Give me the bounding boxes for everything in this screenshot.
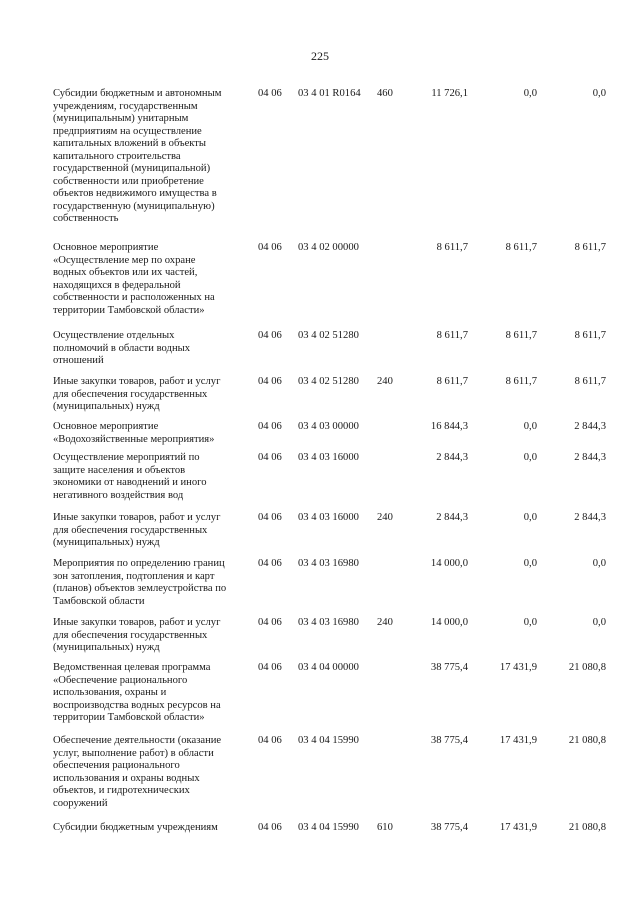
row-section: 04 06	[258, 242, 282, 253]
row-amount-3: 8 611,7	[574, 330, 606, 341]
row-name: Мероприятия по определению границ зон затопления, подтопления и карт (планов) объектов землеустройства по Тамбовской области	[53, 558, 227, 607]
row-amount-2: 0,0	[523, 512, 537, 523]
row-amount-2: 17 431,9	[499, 735, 537, 746]
row-target-code: 03 4 02 00000	[298, 242, 359, 253]
row-amount-1: 38 775,4	[430, 735, 468, 746]
row-target-code: 03 4 03 00000	[298, 421, 359, 432]
row-section: 04 06	[258, 330, 282, 341]
row-name: Субсидии бюджетным учреждениям	[53, 822, 218, 833]
row-amount-3: 21 080,8	[568, 662, 606, 673]
row-amount-2: 0,0	[523, 88, 537, 99]
row-section: 04 06	[258, 822, 282, 833]
row-section: 04 06	[258, 376, 282, 387]
row-amount-1: 8 611,7	[436, 330, 468, 341]
row-amount-3: 0,0	[592, 617, 606, 628]
row-name: Ведомственная целевая программа «Обеспечение рационального использования, охраны и воспроизводства водных ресурсов на территории Тамбовской области»	[53, 662, 221, 723]
row-amount-2: 0,0	[523, 558, 537, 569]
row-expense-type: 240	[377, 376, 393, 387]
row-section: 04 06	[258, 735, 282, 746]
row-expense-type: 240	[377, 512, 393, 523]
row-section: 04 06	[258, 617, 282, 628]
row-amount-3: 2 844,3	[574, 512, 606, 523]
row-amount-3: 0,0	[592, 88, 606, 99]
row-amount-2: 8 611,7	[505, 330, 537, 341]
row-amount-2: 8 611,7	[505, 242, 537, 253]
row-amount-1: 8 611,7	[436, 376, 468, 387]
row-amount-1: 11 726,1	[431, 88, 468, 99]
row-target-code: 03 4 04 00000	[298, 662, 359, 673]
row-target-code: 03 4 03 16000	[298, 512, 359, 523]
row-amount-3: 0,0	[592, 558, 606, 569]
row-expense-type: 240	[377, 617, 393, 628]
row-section: 04 06	[258, 558, 282, 569]
row-amount-2: 0,0	[523, 421, 537, 432]
row-amount-1: 16 844,3	[430, 421, 468, 432]
row-name: Основное мероприятие «Водохозяйственные мероприятия»	[53, 421, 215, 445]
row-target-code: 03 4 04 15990	[298, 735, 359, 746]
row-amount-1: 38 775,4	[430, 662, 468, 673]
row-section: 04 06	[258, 421, 282, 432]
row-amount-1: 2 844,3	[436, 452, 468, 463]
row-amount-3: 2 844,3	[574, 421, 606, 432]
row-amount-2: 0,0	[523, 617, 537, 628]
row-section: 04 06	[258, 452, 282, 463]
row-name: Иные закупки товаров, работ и услуг для обеспечения государственных (муниципальных) нужд	[53, 512, 221, 548]
row-target-code: 03 4 03 16980	[298, 558, 359, 569]
row-name: Основное мероприятие «Осуществление мер по охране водных объектов или их частей, находящихся в федеральной собственности и расположенных на территории Тамбовской области»	[53, 242, 215, 316]
row-amount-3: 8 611,7	[574, 376, 606, 387]
row-amount-3: 8 611,7	[574, 242, 606, 253]
row-amount-2: 0,0	[523, 452, 537, 463]
page-number: 225	[311, 49, 329, 63]
row-section: 04 06	[258, 512, 282, 523]
row-amount-3: 2 844,3	[574, 452, 606, 463]
row-name: Обеспечение деятельности (оказание услуг, выполнение работ) в области обеспечения рационального использования и охраны водных объектов, и гидротехнических сооружений	[53, 735, 222, 809]
row-target-code: 03 4 02 51280	[298, 330, 359, 341]
row-amount-1: 2 844,3	[436, 512, 468, 523]
row-amount-2: 17 431,9	[499, 662, 537, 673]
row-amount-2: 8 611,7	[505, 376, 537, 387]
row-expense-type: 610	[377, 822, 393, 833]
row-name: Осуществление отдельных полномочий в области водных отношений	[53, 330, 191, 366]
row-section: 04 06	[258, 662, 282, 673]
row-target-code: 03 4 02 51280	[298, 376, 359, 387]
row-name: Осуществление мероприятий по защите населения и объектов экономики от наводнений и иного негативного воздействия вод	[53, 452, 207, 501]
row-section: 04 06	[258, 88, 282, 99]
row-name: Иные закупки товаров, работ и услуг для обеспечения государственных (муниципальных) нужд	[53, 376, 221, 412]
row-amount-1: 38 775,4	[430, 822, 468, 833]
row-name: Субсидии бюджетным и автономным учреждениям, государственным (муниципальным) унитарным предприятиям на осуществление капитальных вложений в объекты капитального строительства государственной (муниципальной) собственности или приобретение объектов недвижимого имущества в государственную (муниципальную) собственность	[53, 88, 222, 224]
row-amount-3: 21 080,8	[568, 822, 606, 833]
row-name: Иные закупки товаров, работ и услуг для обеспечения государственных (муниципальных) нужд	[53, 617, 221, 653]
row-target-code: 03 4 03 16980	[298, 617, 359, 628]
row-target-code: 03 4 01 R0164	[298, 88, 361, 99]
row-amount-3: 21 080,8	[568, 735, 606, 746]
row-amount-1: 14 000,0	[430, 558, 468, 569]
row-amount-2: 17 431,9	[499, 822, 537, 833]
row-amount-1: 14 000,0	[430, 617, 468, 628]
row-amount-1: 8 611,7	[436, 242, 468, 253]
row-expense-type: 460	[377, 88, 393, 99]
row-target-code: 03 4 04 15990	[298, 822, 359, 833]
row-target-code: 03 4 03 16000	[298, 452, 359, 463]
